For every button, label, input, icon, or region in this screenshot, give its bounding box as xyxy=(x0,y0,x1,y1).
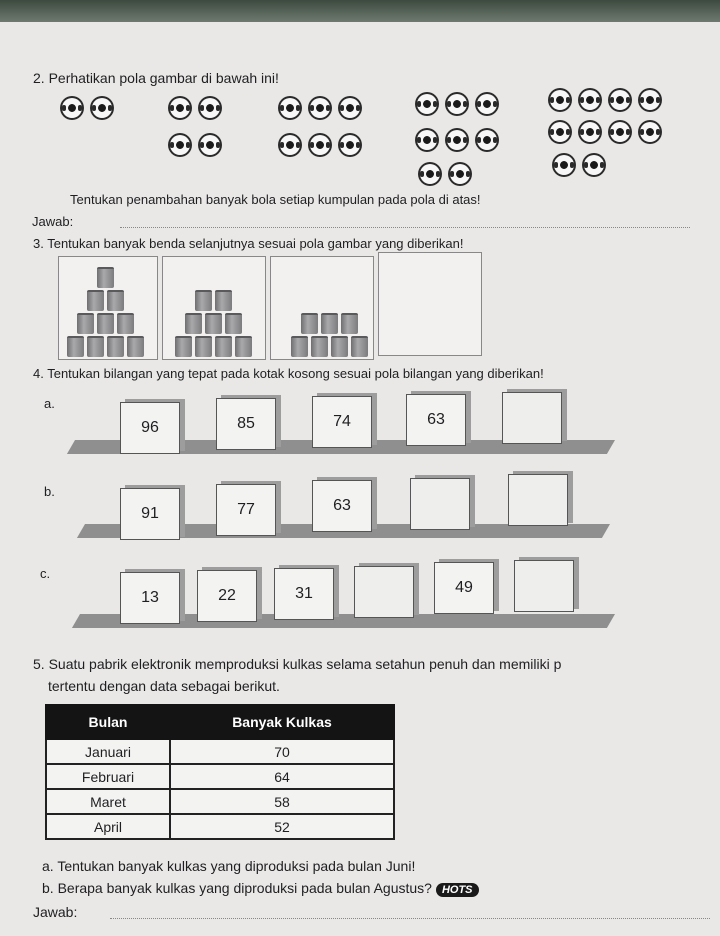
can-icon xyxy=(87,336,104,357)
table-cell: Maret xyxy=(46,789,170,814)
table-cell: 70 xyxy=(170,739,394,764)
empty-number-box[interactable] xyxy=(354,566,414,618)
can-icon xyxy=(215,336,232,357)
page-top-edge xyxy=(0,0,720,22)
number-box: 63 xyxy=(406,394,466,446)
can-icon xyxy=(351,336,368,357)
q4-a-label: a. xyxy=(44,396,55,411)
can-icon xyxy=(117,313,134,334)
q5-answer-label: Jawab: xyxy=(33,904,78,920)
q4-c-label: c. xyxy=(40,566,51,581)
can-icon xyxy=(97,267,114,288)
can-icon xyxy=(195,336,212,357)
number-box: 85 xyxy=(216,398,276,450)
soccer-ball-icon xyxy=(308,133,332,157)
soccer-ball-icon xyxy=(552,153,576,177)
soccer-ball-icon xyxy=(445,92,469,116)
soccer-ball-icon xyxy=(198,96,222,120)
empty-number-box[interactable] xyxy=(502,392,562,444)
soccer-ball-icon xyxy=(90,96,114,120)
number-box: 74 xyxy=(312,396,372,448)
number-box: 49 xyxy=(434,562,494,614)
q2-instruction: Tentukan penambahan banyak bola setiap kumpulan pada pola di atas! xyxy=(70,192,481,207)
soccer-ball-icon xyxy=(60,96,84,120)
number-box: 22 xyxy=(197,570,257,622)
can-icon xyxy=(215,290,232,311)
q3-heading: 3. Tentukan banyak benda selanjutnya sesuai pola gambar yang diberikan! xyxy=(33,236,464,251)
q5-sub-a: a. Tentukan banyak kulkas yang diproduksi pada bulan Juni! xyxy=(42,858,416,874)
number-box: 31 xyxy=(274,568,334,620)
can-icon xyxy=(185,313,202,334)
soccer-ball-icon xyxy=(308,96,332,120)
soccer-ball-icon xyxy=(415,92,439,116)
can-icon xyxy=(175,336,192,357)
can-icon xyxy=(107,290,124,311)
soccer-ball-icon xyxy=(578,120,602,144)
can-icon xyxy=(311,336,328,357)
can-icon xyxy=(67,336,84,357)
q5-heading-line1: 5. Suatu pabrik elektronik memproduksi kulkas selama setahun penuh dan memiliki p xyxy=(33,656,562,672)
answer-line xyxy=(110,918,710,919)
answer-line xyxy=(120,227,690,228)
soccer-ball-icon xyxy=(475,92,499,116)
soccer-ball-icon xyxy=(448,162,472,186)
soccer-ball-icon xyxy=(548,120,572,144)
table-row xyxy=(46,789,394,814)
empty-number-box[interactable] xyxy=(514,560,574,612)
table-row xyxy=(46,739,394,764)
can-icon xyxy=(107,336,124,357)
can-pyramid-2 xyxy=(162,256,266,360)
soccer-ball-icon xyxy=(608,88,632,112)
number-box: 63 xyxy=(312,480,372,532)
can-icon xyxy=(235,336,252,357)
soccer-ball-icon xyxy=(445,128,469,152)
can-icon xyxy=(225,313,242,334)
empty-number-box[interactable] xyxy=(410,478,470,530)
table-cell: April xyxy=(46,814,170,839)
q5-heading-line2: tertentu dengan data sebagai berikut. xyxy=(48,678,280,694)
can-icon xyxy=(127,336,144,357)
can-pyramid-1 xyxy=(58,256,158,360)
q5-sub-b-row xyxy=(42,880,479,897)
soccer-ball-icon xyxy=(638,120,662,144)
can-icon xyxy=(77,313,94,334)
soccer-ball-icon xyxy=(278,133,302,157)
q2-heading: 2. Perhatikan pola gambar di bawah ini! xyxy=(33,70,279,86)
number-box: 91 xyxy=(120,488,180,540)
table-row xyxy=(46,814,394,839)
can-icon xyxy=(331,336,348,357)
empty-number-box[interactable] xyxy=(508,474,568,526)
table-cell: 58 xyxy=(170,789,394,814)
q4-heading: 4. Tentukan bilangan yang tepat pada kotak kosong sesuai pola bilangan yang diberikan! xyxy=(33,366,544,381)
table-header-row xyxy=(46,705,394,739)
can-icon xyxy=(301,313,318,334)
table-cell: Januari xyxy=(46,739,170,764)
q5-sub-b: b. Berapa banyak kulkas yang diproduksi pada bulan Agustus? xyxy=(42,880,432,896)
can-icon xyxy=(87,290,104,311)
table-header: Bulan xyxy=(46,705,170,739)
can-icon xyxy=(97,313,114,334)
soccer-ball-icon xyxy=(168,133,192,157)
table-cell: Februari xyxy=(46,764,170,789)
soccer-ball-icon xyxy=(168,96,192,120)
q2-answer-label: Jawab: xyxy=(32,214,74,229)
can-icon xyxy=(195,290,212,311)
can-icon xyxy=(205,313,222,334)
number-box: 13 xyxy=(120,572,180,624)
number-box: 96 xyxy=(120,402,180,454)
soccer-ball-icon xyxy=(548,88,572,112)
soccer-ball-icon xyxy=(338,96,362,120)
table-header: Banyak Kulkas xyxy=(170,705,394,739)
soccer-ball-icon xyxy=(578,88,602,112)
hots-badge: HOTS xyxy=(436,883,479,897)
q4-b-label: b. xyxy=(44,484,55,499)
can-icon xyxy=(321,313,338,334)
soccer-ball-icon xyxy=(638,88,662,112)
soccer-ball-icon xyxy=(582,153,606,177)
soccer-ball-icon xyxy=(278,96,302,120)
soccer-ball-icon xyxy=(338,133,362,157)
soccer-ball-icon xyxy=(608,120,632,144)
soccer-ball-icon xyxy=(475,128,499,152)
can-icon xyxy=(341,313,358,334)
soccer-ball-icon xyxy=(418,162,442,186)
number-box: 77 xyxy=(216,484,276,536)
can-pyramid-empty xyxy=(378,252,482,356)
table-row xyxy=(46,764,394,789)
soccer-ball-icon xyxy=(198,133,222,157)
can-icon xyxy=(291,336,308,357)
table-cell: 52 xyxy=(170,814,394,839)
table-cell: 64 xyxy=(170,764,394,789)
can-pyramid-3 xyxy=(270,256,374,360)
kulkas-table xyxy=(45,704,395,840)
soccer-ball-icon xyxy=(415,128,439,152)
